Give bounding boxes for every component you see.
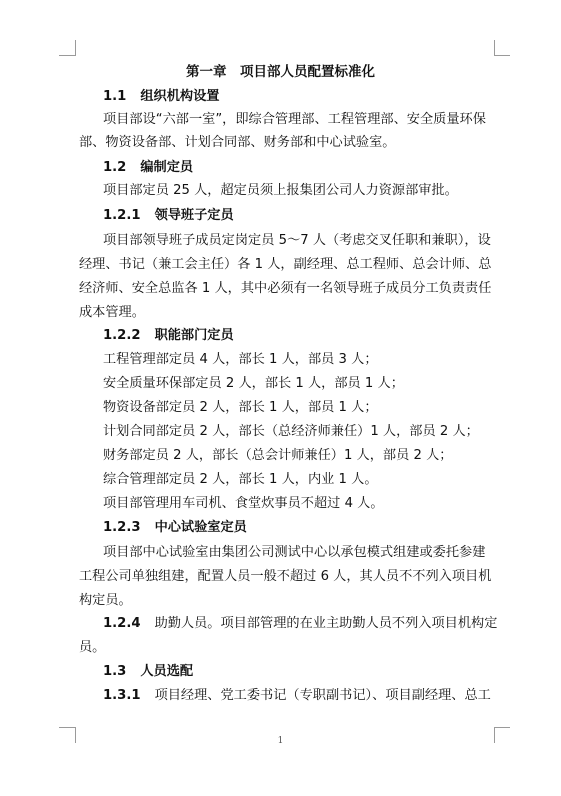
list-item: 工程管理部定员 4 人，部长 1 人，部员 3 人；	[103, 352, 378, 367]
paragraph-line: 部、物资设备部、计划合同部、财务部和中心试验室。	[79, 135, 396, 150]
paragraph-line: 构定员。	[79, 593, 132, 608]
list-item: 计划合同部定员 2 人，部长（总经济师兼任）1 人，部员 2 人；	[103, 424, 479, 439]
section-title: 编制定员	[140, 160, 194, 175]
section-heading-1-3	[0, 663, 561, 681]
list-item: 综合管理部定员 2 人，部长 1 人，内业 1 人。	[103, 472, 378, 487]
section-number: 1.2.4	[103, 616, 141, 631]
section-title: 职能部门定员	[154, 328, 234, 343]
section-heading-1-2-4	[0, 615, 561, 633]
list-item: 财务部定员 2 人，部长（总会计师兼任）1 人，部员 2 人；	[103, 448, 453, 463]
section-number: 1.3.1	[103, 688, 141, 703]
section-number: 1.2.3	[103, 520, 141, 535]
crop-mark-top-right	[494, 40, 495, 56]
section-heading-1-2-1	[0, 207, 561, 225]
section-number: 1.2	[103, 160, 127, 175]
crop-mark-bottom-left	[59, 727, 75, 728]
section-heading-1-3-1	[0, 687, 561, 705]
crop-mark-bottom-right	[494, 727, 510, 728]
section-title: 领导班子定员	[154, 208, 234, 223]
paragraph-line: 经济师、安全总监各 1 人，其中必须有一名领导班子成员分工负责责任	[79, 281, 492, 296]
paragraph-line: 项目部领导班子成员定岗定员 5～7 人（考虑交叉任职和兼职），设	[103, 233, 491, 248]
section-heading-1-1	[0, 88, 561, 106]
crop-mark-top-left	[59, 55, 75, 56]
section-title: 组织机构设置	[140, 89, 220, 104]
list-item: 项目部管理用车司机、食堂炊事员不超过 4 人。	[103, 496, 384, 511]
section-number: 1.1	[103, 89, 127, 104]
section-text: 项目经理、党工委书记（专职副书记）、项目副经理、总工	[154, 688, 491, 703]
list-item: 物资设备部定员 2 人，部长 1 人，部员 1 人；	[103, 400, 378, 415]
section-number: 1.2.2	[103, 328, 141, 343]
list-item: 安全质量环保部定员 2 人，部长 1 人，部员 1 人；	[103, 376, 404, 391]
chapter-title: 第一章 项目部人员配置标准化	[186, 64, 375, 80]
paragraph-line: 经理、书记（兼工会主任）各 1 人，副经理、总工程师、总会计师、总	[79, 257, 492, 272]
paragraph-line: 工程公司单独组建，配置人员一般不超过 6 人，其人员不不列入项目机	[79, 569, 492, 584]
paragraph-line: 项目部设“六部一室”，即综合管理部、工程管理部、安全质量环保	[103, 112, 486, 127]
section-number: 1.2.1	[103, 208, 141, 223]
section-title: 人员选配	[140, 664, 194, 679]
crop-mark-top-left	[75, 40, 76, 56]
paragraph-line: 员。	[79, 640, 106, 655]
section-heading-1-2-2	[0, 327, 561, 345]
page-number: 1	[277, 736, 284, 746]
section-text: 助勤人员。项目部管理的在业主助勤人员不列入项目机构定	[154, 616, 498, 631]
paragraph-line: 项目部定员 25 人，超定员须上报集团公司人力资源部审批。	[103, 183, 458, 198]
section-heading-1-2	[0, 159, 561, 177]
section-title: 中心试验室定员	[154, 520, 247, 535]
section-heading-1-2-3	[0, 519, 561, 537]
paragraph-line: 项目部中心试验室由集团公司测试中心以承包模式组建或委托参建	[103, 545, 486, 560]
section-number: 1.3	[103, 664, 127, 679]
paragraph-line: 成本管理。	[79, 305, 145, 320]
crop-mark-top-right	[494, 55, 510, 56]
